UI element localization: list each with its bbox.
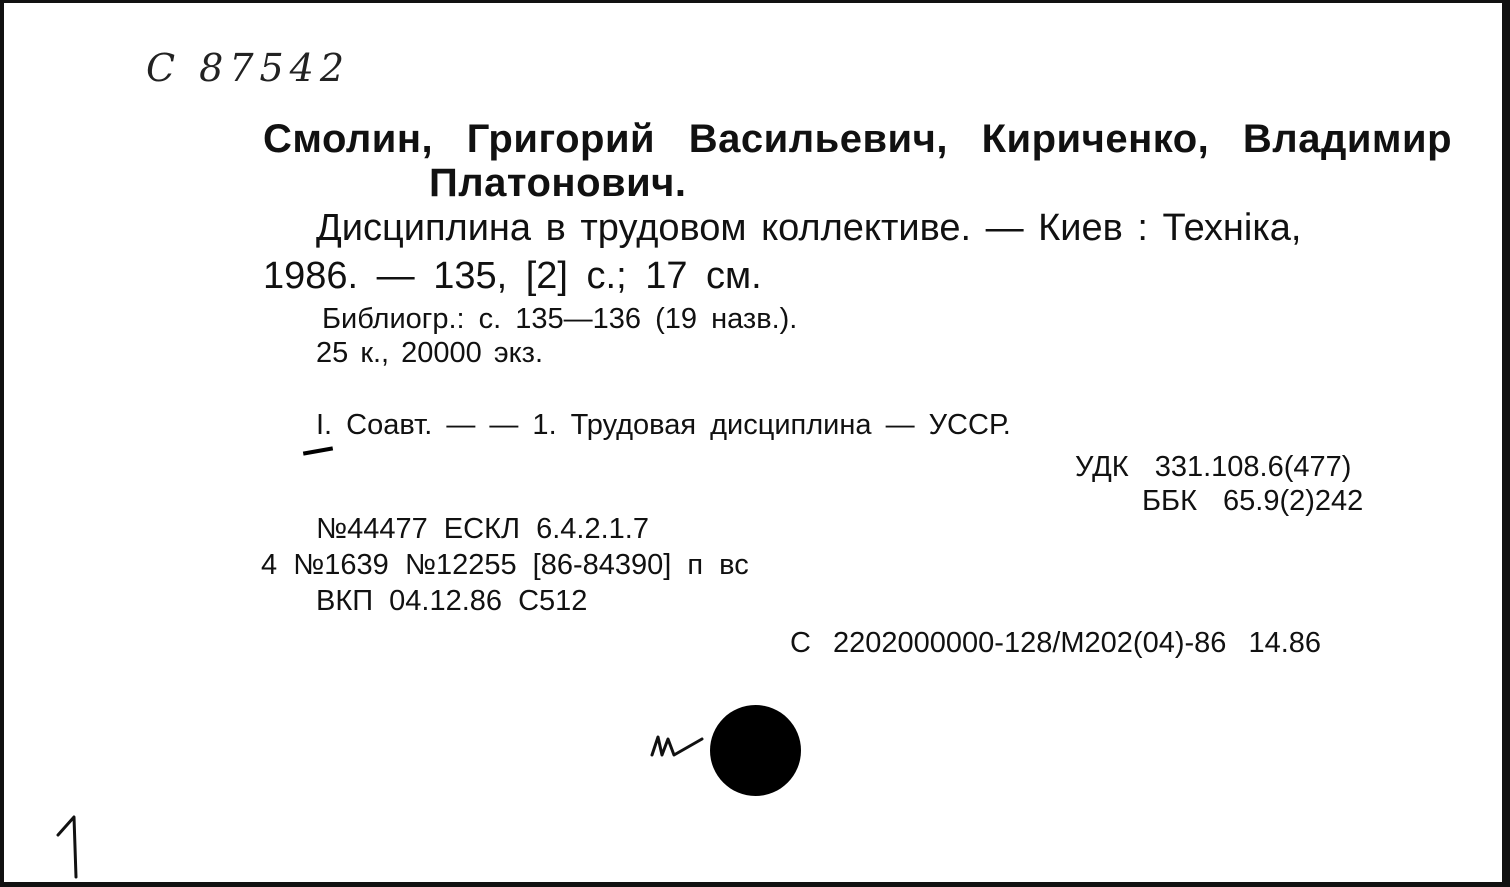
- handwritten-initial-mark: [650, 725, 710, 765]
- price-circulation: 25 к., 20000 экз.: [316, 337, 544, 369]
- bibliography-note: Библиогр.: с. 135—136 (19 назв.).: [322, 303, 798, 335]
- udk-class: УДК 331.108.6(477): [1075, 451, 1352, 483]
- punch-hole: [710, 705, 801, 796]
- handwritten-card-number: [52, 813, 92, 883]
- author-heading-line-1: Смолин, Григорий Васильевич, Кириченко, Владимир: [263, 117, 1453, 161]
- catalog-code: С 2202000000-128/М202(04)-86 14.86: [790, 627, 1322, 659]
- tracings: I. Соавт. — — 1. Трудовая дисциплина — УССР.: [316, 409, 1011, 441]
- handwritten-inventory-note: С 87542: [146, 46, 351, 90]
- bbk-class: ББК 65.9(2)242: [1142, 485, 1364, 517]
- vkp-line: ВКП 04.12.86 С512: [316, 585, 588, 617]
- order-line: 4 №1639 №12255 [86-84390] п вс: [261, 549, 749, 581]
- registration-number: №44477 ЕСКЛ 6.4.2.1.7: [316, 513, 649, 545]
- author-heading-line-2: Платонович.: [429, 161, 687, 205]
- title-line-1: Дисциплина в трудовом коллективе. — Киев : Техніка,: [316, 207, 1302, 249]
- pen-underline-mark: [303, 446, 333, 455]
- title-line-2: 1986. — 135, [2] с.; 17 см.: [263, 255, 762, 297]
